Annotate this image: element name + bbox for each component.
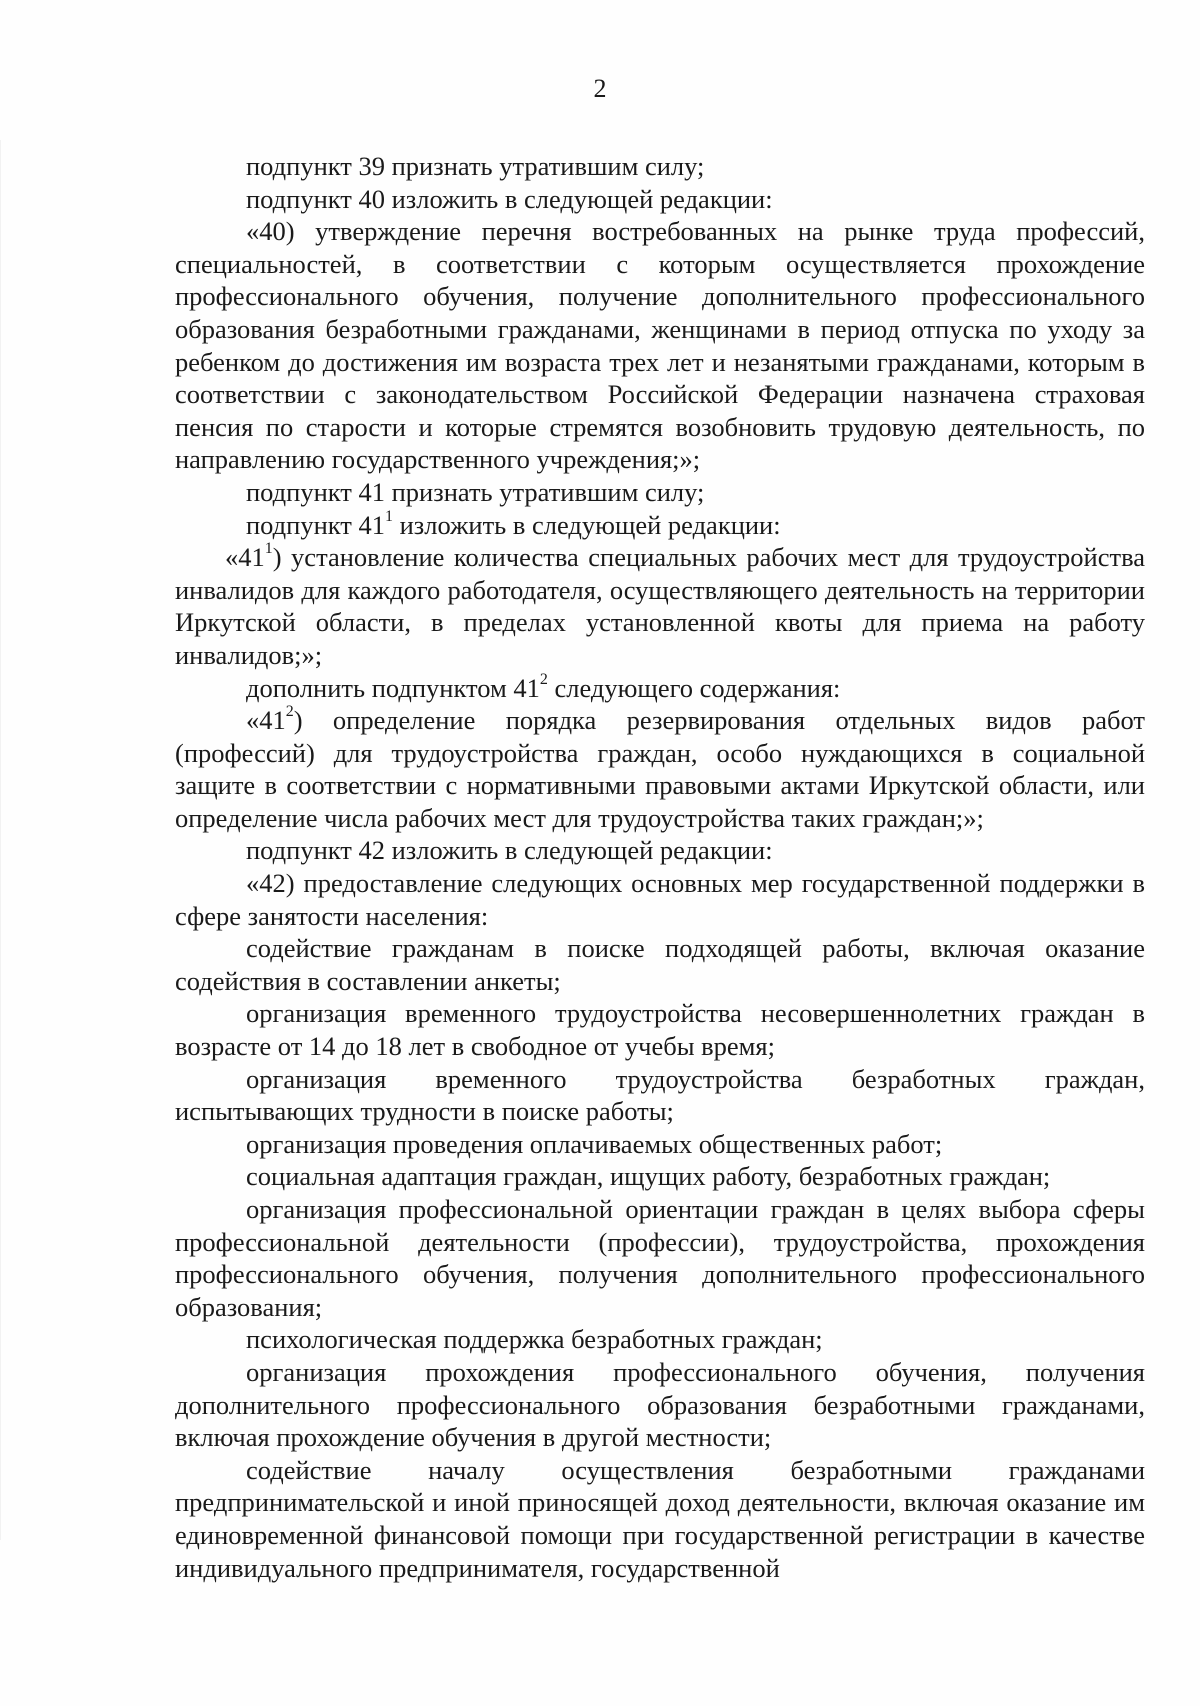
paragraph-8: «$41^2$) определение порядка резервирования отдельных видов работ (профессий) для трудоустройства граждан, особо нуждающихся в социальной защите в соответствии с нормативными правовыми актами Иркутской области, или определение числа рабочих мест для трудоустройства таких граждан;»; — [175, 703, 1145, 833]
paragraph-7: дополнить подпунктом $41^2$ следующего содержания: — [246, 670, 841, 703]
paragraph-4: подпункт 41 признать утратившим силу; — [246, 476, 705, 507]
document-body — [175, 150, 1145, 1584]
paragraph-19: содействие началу осуществления безработными гражданами предпринимательской и иной приносящей доход деятельности, включая оказание им единовременной финансовой помощи при государственной регистрации в качестве индивидуального предпринимателя, государственной — [175, 1454, 1145, 1583]
paragraph-9: подпункт 42 изложить в следующей редакции: — [246, 835, 773, 866]
paragraph-15: социальная адаптация граждан, ищущих работу, безработных граждан; — [246, 1161, 1051, 1192]
scan-edge — [0, 140, 1, 1540]
paragraph-6: «$41^1$) установление количества специальных рабочих мест для трудоустройства инвалидов для каждого работодателя, осуществляющего деятельность на территории Иркутской области, в пределах установленной квоты для приема на работу инвалидов;»; — [175, 540, 1145, 670]
paragraph-3: «40) утверждение перечня востребованных на рынке труда профессий, специальностей, в соответствии с которым осуществляется прохождение профессионального обучения, получение дополнительного профессионального образования безработными гражданами, женщинами в период отпуска по уходу за ребенком до достижения им возраста трех лет и незанятыми гражданами, которым в соответствии с законодательством Российской Федерации назначена страховая пенсия по старости и которые стремятся возобновить трудовую деятельность, по направлению государственного учреждения;»; — [175, 216, 1145, 475]
paragraph-2: подпункт 40 изложить в следующей редакции: — [246, 183, 773, 214]
page-number: 2 — [593, 74, 607, 103]
paragraph-18: организация прохождения профессионального обучения, получения дополнительного профессионального образования безработными гражданами, включая прохождение обучения в другой местности; — [175, 1356, 1145, 1453]
paragraph-16: организация профессиональной ориентации граждан в целях выбора сферы профессиональной деятельности (профессии), трудоустройства, прохождения профессионального обучения, получения дополнительного профессионального образования; — [175, 1194, 1145, 1322]
paragraph-1: подпункт 39 признать утратившим силу; — [246, 151, 705, 181]
paragraph-10: «42) предоставление следующих основных мер государственной поддержки в сфере занятости населения: — [175, 868, 1145, 931]
paragraph-5: подпункт $41^1$ изложить в следующей редакции: — [246, 507, 781, 540]
paragraph-17: психологическая поддержка безработных граждан; — [246, 1324, 823, 1355]
paragraph-12: организация временного трудоустройства несовершеннолетних граждан в возрасте от 14 до 18 лет в свободное от учебы время; — [175, 998, 1145, 1062]
paragraph-14: организация проведения оплачиваемых общественных работ; — [246, 1128, 943, 1159]
paragraph-11: содействие гражданам в поиске подходящей работы, включая оказание содействия в составлении анкеты; — [175, 933, 1145, 996]
paragraph-13: организация временного трудоустройства безработных граждан, испытывающих трудности в поиске работы; — [175, 1063, 1145, 1127]
